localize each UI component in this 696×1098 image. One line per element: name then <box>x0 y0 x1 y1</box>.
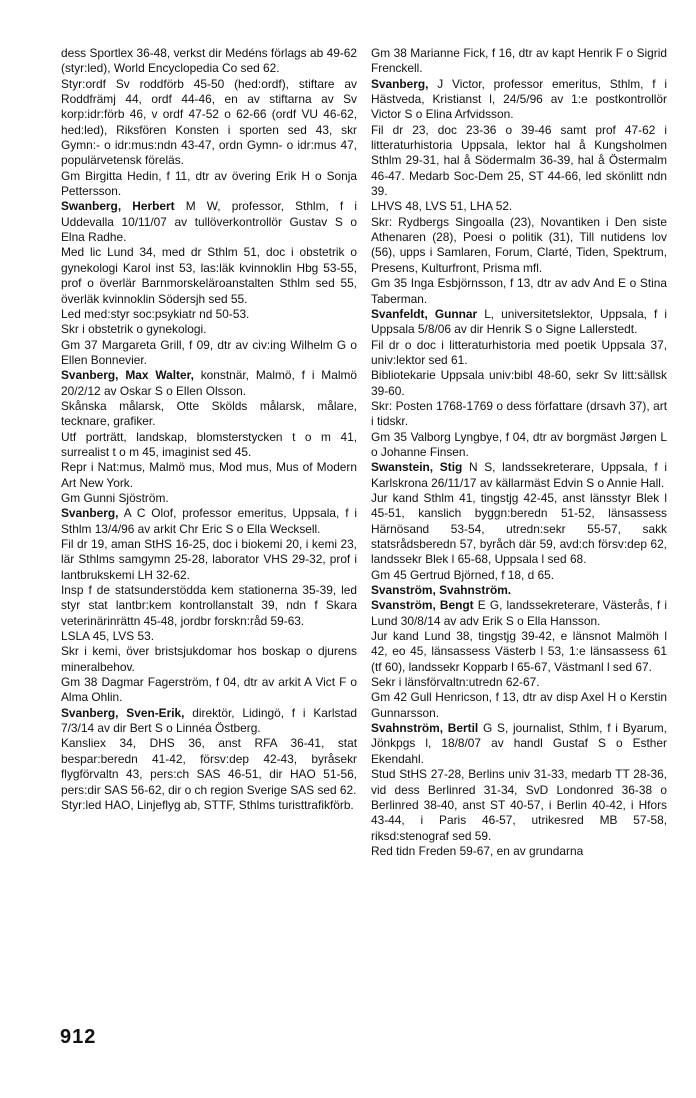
entry-name: Svanberg, Sven-Erik, <box>61 705 185 720</box>
biography-paragraph <box>61 644 357 675</box>
entry-text: Utf porträtt, landskap, blomsterstycken t o m 41, surrealist t o m 45, imaginist sed 45. <box>61 429 357 459</box>
biography-paragraph <box>371 491 667 568</box>
entry-text: Bibliotekarie Uppsala univ:bibl 48-60, sekr Sv litt:sällsk 39-60. <box>371 368 667 398</box>
entry-text: direktör, Lidingö, f i Karlstad 7/3/14 av dir Bert S o Linnéa Östberg. <box>61 705 357 736</box>
entry-text: Skånska målarsk, Otte Skölds målarsk, målare, tecknare, grafiker. <box>61 398 357 429</box>
left-column <box>61 46 357 813</box>
biography-entry-heading <box>371 460 667 491</box>
biography-paragraph <box>61 338 357 369</box>
biography-paragraph <box>371 767 667 844</box>
biography-entry-heading <box>61 706 357 737</box>
entry-text: Styr:ordf Sv roddförb 45-50 (hed:ordf), stiftare av Roddfrämj 44, ordf 44-46, en av stiftarna av Sv korp:idr:förb 46, v ordf 47-52 o 62-66 (ordf VU 46-62, hed:led), Riksfören Konsten i sporten sed 43, skr Gymn:- o idr:mus:ndn 43-47, ordn Gymn- o idr:mus 47, populärvetensk föreläs. <box>61 76 357 168</box>
entry-text: A C Olof, professor emeritus, Uppsala, f i Sthlm 13/4/96 av arkit Chr Eric S o Ella Wecksell. <box>61 506 357 536</box>
entry-name: Swanstein, Stig <box>371 460 463 475</box>
biography-paragraph <box>61 736 357 797</box>
entry-text: N S, landssekreterare, Uppsala, f i Karlskrona 26/11/17 av källarmäst Edvin S o Annie Hall. <box>371 460 667 490</box>
biography-paragraph <box>371 690 667 721</box>
entry-name: Svanström, Svahnström. <box>371 583 512 598</box>
biography-paragraph <box>371 675 667 690</box>
entry-text: Led med:styr soc:psykiatr nd 50-53. <box>61 306 250 321</box>
entry-name: Svanström, Bengt <box>371 598 474 613</box>
right-column <box>371 46 667 859</box>
biography-paragraph <box>61 307 357 322</box>
entry-text: Kansliex 34, DHS 36, anst RFA 36-41, stat bespar:beredn 41-42, försv:dep 42-43, byråsekr flygförvaltn 43, pers:ch SAS 46-51, dir HAO 51-56, pers:dir SAS 56-62, dir o ch region Sverige SAS sed 62. <box>61 736 357 797</box>
entry-text: Sekr i länsförvaltn:utredn 62-67. <box>371 675 540 690</box>
entry-text: Insp f de statsunderstödda kem stationerna 35-39, led styr stat lantbr:kem kontrollanstalt 39, ndn f Skara veterinärinrättn 45-48, jordbr forskn:råd 59-63. <box>61 583 357 628</box>
biography-entry-heading <box>61 199 357 245</box>
entry-text: Styr:led HAO, Linjeflyg ab, STTF, Sthlms turisttrafikförb. <box>61 797 354 812</box>
entry-text: Fil dr 23, doc 23-36 o 39-46 samt prof 47-62 i litteraturhistoria Uppsala, lektor hal å Kungsholmen Sthlm 29-31, hal å Södermalm 36-39, hal å Östermalm 46-47. Medarb Soc-Dem 25, ST 44-66, led skönlitt ndn 39. <box>371 122 667 199</box>
biography-paragraph <box>61 491 357 506</box>
entry-text: Jur kand Sthlm 41, tingstjg 42-45, anst länsstyr Blek l 45-51, kanslich byggn:beredn 51-52, länsassess Härnösand 53-54, utredn:sekr 55-57, sakk statsrådsberedn 57, byråch där 59, avd:ch försv:dep 62, landssekr Blek l 65-68, Uppsala l sed 68. <box>371 490 667 567</box>
entry-text: Gm 38 Marianne Fick, f 16, dtr av kapt Henrik F o Sigrid Frenckell. <box>371 46 667 76</box>
entry-text: Red tidn Freden 59-67, en av grundarna <box>371 843 584 858</box>
biography-paragraph <box>371 399 667 430</box>
entry-text: E G, landssekreterare, Västerås, f i Lund 30/8/14 av adv Erik S o Ella Hansson. <box>371 598 667 628</box>
biography-paragraph <box>61 583 357 629</box>
entry-text: LHVS 48, LVS 51, LHA 52. <box>371 199 513 214</box>
entry-name: Svahnström, Bertil <box>371 721 479 736</box>
biography-paragraph <box>61 798 357 813</box>
biography-paragraph <box>371 215 667 276</box>
biography-entry-heading <box>61 506 357 537</box>
biography-paragraph <box>371 338 667 369</box>
biography-paragraph <box>61 245 357 306</box>
entry-text: Gm 42 Gull Henricson, f 13, dtr av disp Axel H o Kerstin Gunnarsson. <box>371 690 667 720</box>
entry-text: Fil dr o doc i litteraturhistoria med poetik Uppsala 37, univ:lektor sed 61. <box>371 337 667 367</box>
entry-text: J Victor, professor emeritus, Sthlm, f i Hästveda, Kristianst l, 24/5/96 av 1:e postkontrollör Victor S o Elina Arfvidsson. <box>371 76 667 122</box>
entry-text: Jur kand Lund 38, tingstjg 39-42, e länsnot Malmöh l 42, eo 45, länsassess Västerb l 53, 1:e länsassess 61 (tf 60), landssekr Kopparb l 65-67, Västmanl l sed 67. <box>371 629 667 674</box>
biography-entry-heading <box>61 368 357 399</box>
biography-paragraph <box>61 675 357 706</box>
page-number: 912 <box>60 1026 97 1048</box>
entry-text: Gm Gunni Sjöström. <box>61 490 169 505</box>
biography-paragraph <box>61 460 357 491</box>
entry-text: L, universitetslektor, Uppsala, f i Uppsala 5/8/06 av dir Henrik S o Signe Lallerstedt. <box>371 306 668 337</box>
biography-paragraph <box>61 77 357 169</box>
biography-paragraph <box>61 169 357 200</box>
entry-text: Skr i obstetrik o gynekologi. <box>61 322 207 337</box>
entry-name: Svanberg, <box>61 506 119 521</box>
entry-name: Svanberg, Max Walter, <box>61 368 194 383</box>
entry-text: Gm 35 Inga Esbjörnsson, f 13, dtr av adv And E o Stina Taberman. <box>371 276 667 306</box>
biography-paragraph <box>61 537 357 583</box>
biography-paragraph <box>61 322 357 337</box>
entry-text: Gm 37 Margareta Grill, f 09, dtr av civ:ing Wilhelm G o Ellen Bonnevier. <box>61 337 357 367</box>
entry-text: Gm 45 Gertrud Björned, f 18, d 65. <box>371 567 555 582</box>
entry-text: Repr i Nat:mus, Malmö mus, Mod mus, Mus of Modern Art New York. <box>61 460 357 490</box>
biography-paragraph <box>371 368 667 399</box>
biography-paragraph <box>371 629 667 675</box>
biography-entry-heading <box>371 77 667 123</box>
biography-entry-heading <box>371 721 667 767</box>
entry-text: Skr: Posten 1768-1769 o dess författare (drsavh 37), art i tidskr. <box>371 398 667 429</box>
biography-paragraph <box>61 629 357 644</box>
entry-text: Skr i kemi, över bristsjukdomar hos boskap o djurens mineralbehov. <box>61 644 357 674</box>
entry-text: LSLA 45, LVS 53. <box>61 629 154 644</box>
biography-paragraph <box>371 844 667 859</box>
entry-text: Gm 35 Valborg Lyngbye, f 04, dtr av borgmäst Jørgen L o Johanne Finsen. <box>371 429 667 459</box>
entry-name: Svanberg, <box>371 76 429 91</box>
biography-paragraph <box>61 46 357 77</box>
entry-text: Gm 38 Dagmar Fagerström, f 04, dtr av arkit A Vict F o Alma Ohlin. <box>61 675 357 705</box>
entry-name: Swanberg, Herbert <box>61 199 175 214</box>
entry-text: M W, professor, Sthlm, f i Uddevalla 10/11/07 av tullöverkontrollör Gustav S o Elna Radhe. <box>61 199 357 245</box>
biography-paragraph <box>371 568 667 583</box>
biography-entry-heading <box>371 307 667 338</box>
biography-paragraph <box>371 199 667 214</box>
biography-entry-heading <box>371 598 667 629</box>
entry-text: Gm Birgitta Hedin, f 11, dtr av övering Erik H o Sonja Pettersson. <box>61 168 357 199</box>
biography-paragraph <box>371 123 667 200</box>
biography-paragraph <box>371 46 667 77</box>
biography-paragraph <box>371 276 667 307</box>
entry-text: G S, journalist, Sthlm, f i Byarum, Jönkpgs l, 18/8/07 av handl Gustaf S o Esther Ekendahl. <box>371 721 667 766</box>
biography-entry-heading <box>371 583 667 598</box>
entry-text: Skr: Rydbergs Singoalla (23), Novantiken i Den siste Athenaren (28), Poesi o politik (31), Till nutidens lov (56), upps i Samlaren, Forum, Clarté, Tiden, Spektrum, Presens, Kulturfront, Prisma mfl. <box>371 214 667 275</box>
entry-text: dess Sportlex 36-48, verkst dir Medéns förlags ab 49-62 (styr:led), World Encyclopedia Co sed 62. <box>61 46 357 76</box>
biography-paragraph <box>61 399 357 430</box>
biography-paragraph <box>371 430 667 461</box>
entry-name: Svanfeldt, Gunnar <box>371 306 478 321</box>
entry-text: konstnär, Malmö, f i Malmö 20/2/12 av Oskar S o Ellen Olsson. <box>61 368 357 398</box>
entry-text: Med lic Lund 34, med dr Sthlm 51, doc i obstetrik o gynekologi Karol inst 53, las:läk kvinnoklin Hbg 53-55, prof o överlär Barnmorskeläroanstalten Sthlm sed 55, överläk kvinnoklin Södersjh sed 55. <box>61 245 357 306</box>
entry-text: Fil dr 19, aman StHS 16-25, doc i biokemi 20, i kemi 23, lär Sthlms samgymn 25-28, laborator VHS 29-32, prof i lantbrukskemi LH 32-62. <box>61 537 357 582</box>
entry-text: Stud StHS 27-28, Berlins univ 31-33, medarb TT 28-36, vid dess Berlinred 31-34, SvD Londonred 36-38 o Berlinred 38-40, anst ST 40-57, i Berlin 40-42, i Hfors 43-44, i Paris 46-57, utrikesred MB 57-58, riksd:stenograf sed 59. <box>371 767 667 843</box>
biography-paragraph <box>61 430 357 461</box>
